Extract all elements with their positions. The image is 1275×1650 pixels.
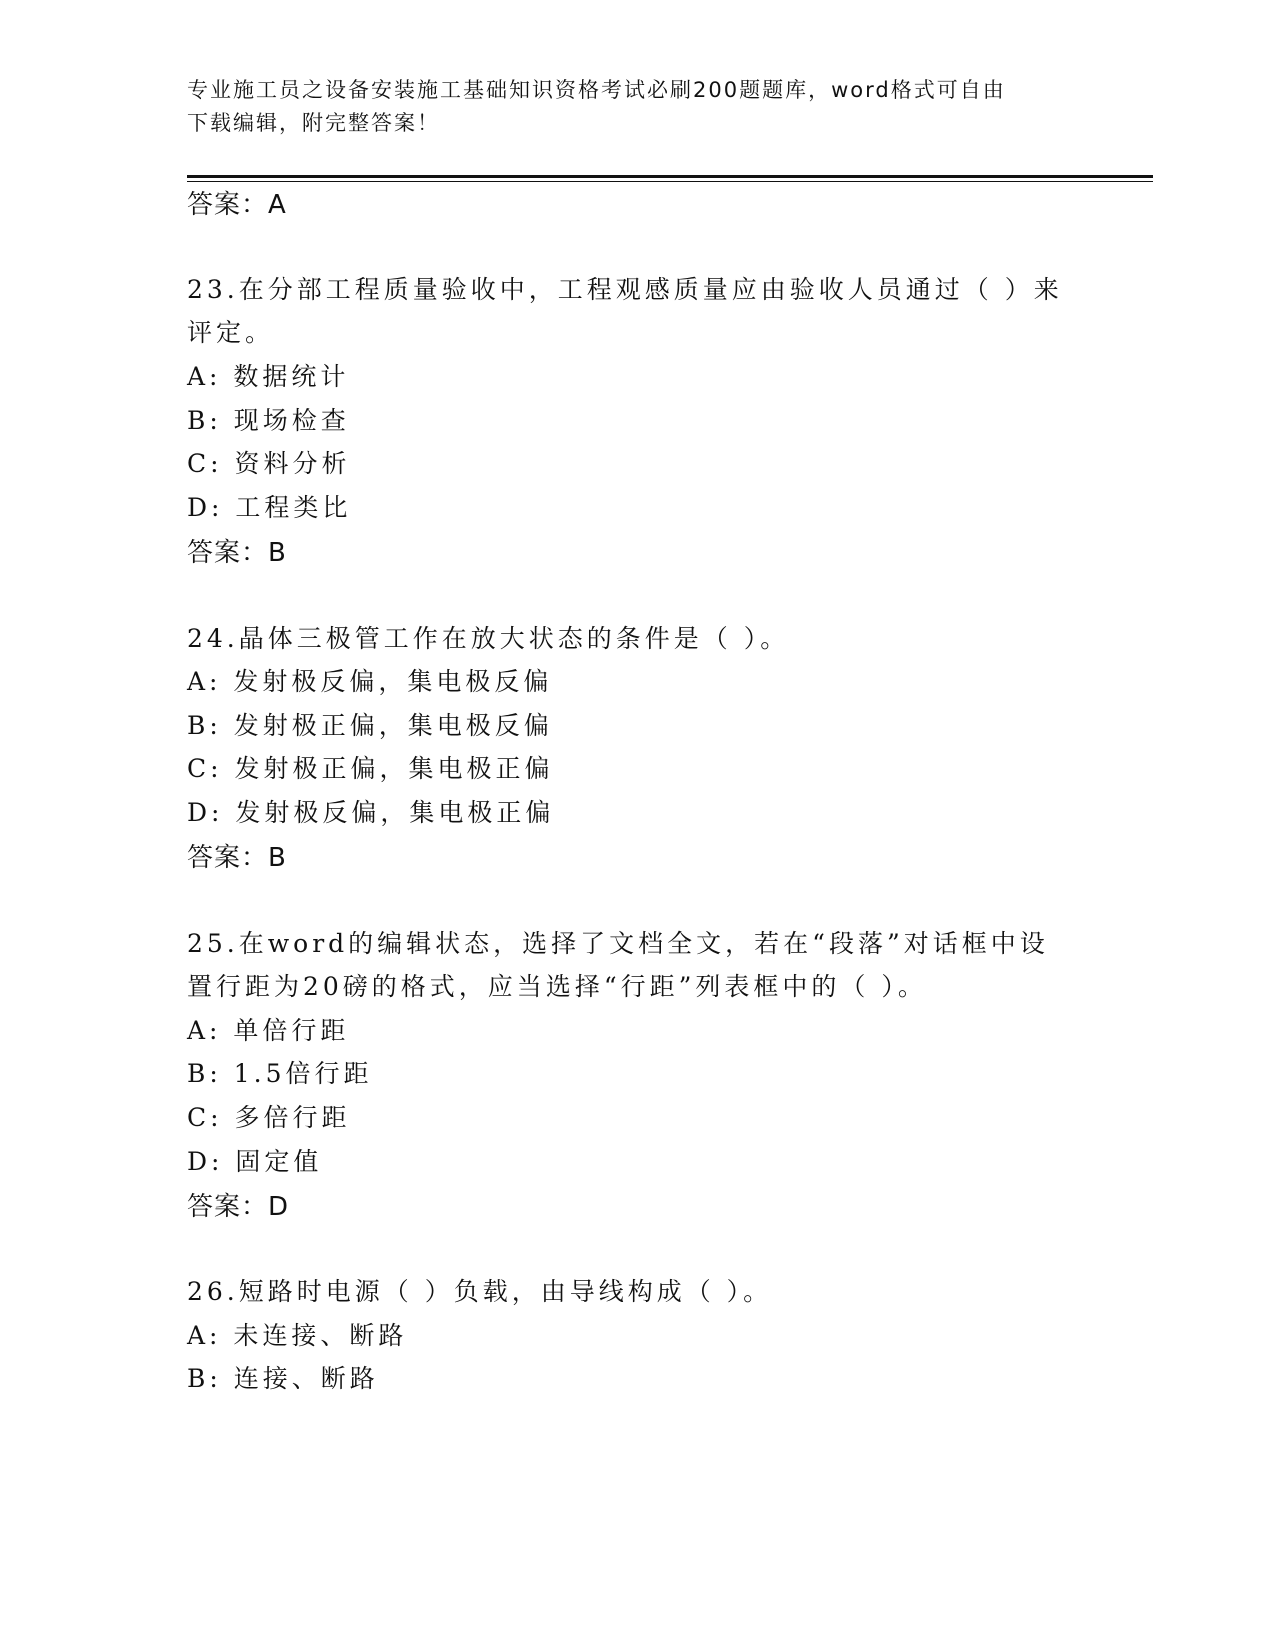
question-23-answer: 答案：B <box>187 538 287 568</box>
question-25-option-b: B: 1.5倍行距 <box>187 1059 373 1088</box>
question-23-text-line-1: 23.在分部工程质量验收中，工程观感质量应由验收人员通过（ ）来 <box>187 275 1063 304</box>
header-rule-thin <box>187 181 1153 182</box>
question-25-option-d: D: 固定值 <box>187 1147 323 1176</box>
question-23-option-a: A: 数据统计 <box>187 362 350 391</box>
question-23-option-d: D: 工程类比 <box>187 493 352 522</box>
question-25-text-line-1: 25.在word的编辑状态，选择了文档全文，若在“段落”对话框中设 <box>187 929 1049 958</box>
question-25-option-a: A: 单倍行距 <box>187 1016 350 1045</box>
header-line-2: 下载编辑，附完整答案！ <box>187 111 440 135</box>
question-24-option-c: C: 发射极正偏，集电极正偏 <box>187 754 554 783</box>
question-24-answer: 答案：B <box>187 843 287 873</box>
question-23-option-b: B: 现场检查 <box>187 406 350 435</box>
question-26-text-line-1: 26.短路时电源（ ）负载，由导线构成（ ）。 <box>187 1277 773 1306</box>
question-26-option-a: A: 未连接、断路 <box>187 1321 408 1350</box>
question-23-text-line-2: 评定。 <box>187 318 275 347</box>
header-line-1: 专业施工员之设备安装施工基础知识资格考试必刷200题题库，word格式可自由 <box>187 78 1006 102</box>
question-26-option-b: B: 连接、断路 <box>187 1364 379 1393</box>
question-24-option-a: A: 发射极反偏，集电极反偏 <box>187 667 553 696</box>
question-25-option-c: C: 多倍行距 <box>187 1103 351 1132</box>
answer-prev: 答案：A <box>187 190 287 220</box>
header-rule-thick <box>187 175 1153 178</box>
question-24-option-d: D: 发射极反偏，集电极正偏 <box>187 798 555 827</box>
question-25-text-line-2: 置行距为20磅的格式，应当选择“行距”列表框中的（ ）。 <box>187 972 927 1001</box>
question-24-text-line-1: 24.晶体三极管工作在放大状态的条件是（ ）。 <box>187 624 790 653</box>
question-24-option-b: B: 发射极正偏，集电极反偏 <box>187 711 553 740</box>
question-23-option-c: C: 资料分析 <box>187 449 351 478</box>
document-header <box>187 74 1087 140</box>
question-25-answer: 答案：D <box>187 1192 290 1222</box>
